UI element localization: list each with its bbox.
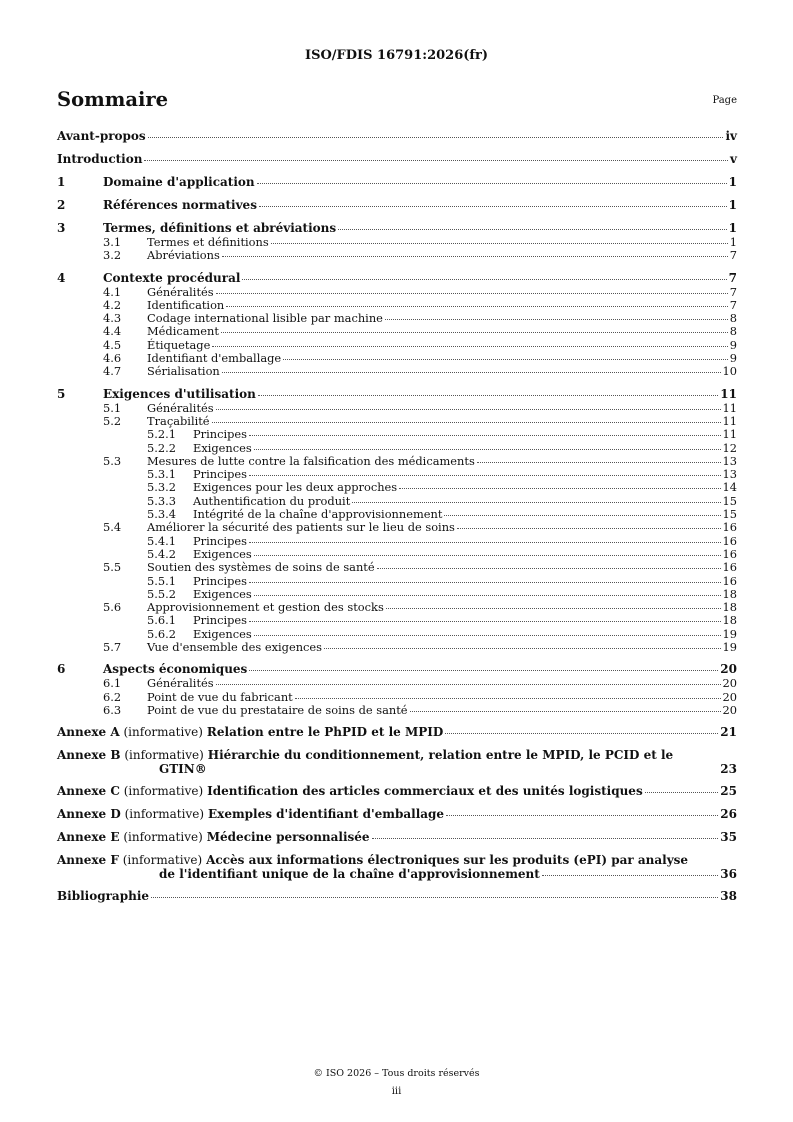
toc-entry-5-6-2[interactable] bbox=[57, 628, 737, 641]
toc-label-continued: de l'identifiant unique de la chaîne d'approvisionnement bbox=[159, 867, 540, 882]
leader-dots bbox=[249, 435, 721, 436]
annex-tag: Annexe B bbox=[57, 748, 121, 763]
toc-number: 4 bbox=[57, 270, 66, 285]
toc-number: 5.2.2 bbox=[147, 440, 176, 455]
toc-number: 5.2 bbox=[103, 413, 122, 428]
toc-label-continued: GTIN® bbox=[159, 762, 207, 777]
toc-label: Bibliographie bbox=[57, 889, 150, 904]
toc-page: 8 bbox=[729, 324, 737, 339]
toc-entry-4-4[interactable] bbox=[57, 325, 737, 338]
toc-number: 3.1 bbox=[103, 235, 122, 249]
toc-entry-5-3-4[interactable] bbox=[57, 508, 737, 521]
leader-dots bbox=[377, 568, 721, 569]
toc-label: Accès aux informations électroniques sur les produits (ePI) par analyse bbox=[206, 853, 689, 868]
leader-dots bbox=[446, 815, 718, 816]
toc-page: 18 bbox=[722, 600, 737, 615]
table-of-contents bbox=[57, 128, 737, 904]
toc-page: 20 bbox=[720, 662, 737, 677]
toc-entry-4[interactable] bbox=[57, 270, 737, 286]
toc-label: Exigences bbox=[193, 626, 252, 641]
leader-dots bbox=[445, 733, 718, 734]
leader-dots bbox=[212, 422, 721, 423]
toc-annex-c[interactable] bbox=[57, 783, 737, 799]
leader-dots bbox=[226, 306, 727, 307]
toc-number: 3.2 bbox=[103, 248, 122, 263]
leader-dots bbox=[222, 256, 728, 257]
document-header: ISO/FDIS 16791:2026(fr) bbox=[305, 48, 488, 63]
leader-dots bbox=[151, 897, 718, 898]
toc-label: Exigences bbox=[193, 586, 252, 601]
toc-number: 5.7 bbox=[103, 640, 122, 655]
toc-label: Point de vue du fabricant bbox=[147, 689, 293, 704]
leader-dots bbox=[249, 542, 721, 543]
toc-entry-3-1[interactable] bbox=[57, 236, 737, 249]
toc-entry-5-5[interactable] bbox=[57, 561, 737, 574]
toc-page: 1 bbox=[728, 175, 737, 189]
leader-dots bbox=[249, 621, 721, 622]
toc-entry-5-4[interactable] bbox=[57, 521, 737, 534]
toc-number: 3 bbox=[57, 221, 66, 235]
toc-page: 16 bbox=[722, 520, 737, 535]
toc-page: 16 bbox=[722, 533, 737, 548]
toc-label: Domaine d'application bbox=[103, 175, 255, 189]
toc-label: Principes bbox=[193, 613, 247, 628]
toc-page: 9 bbox=[729, 337, 737, 352]
toc-page: 16 bbox=[722, 546, 737, 561]
toc-label: Mesures de lutte contre la falsification des médicaments bbox=[147, 453, 475, 468]
toc-label: Exigences bbox=[193, 440, 252, 455]
toc-annex-b[interactable] bbox=[57, 748, 737, 776]
leader-dots bbox=[216, 409, 721, 410]
toc-entry-6-1[interactable] bbox=[57, 677, 737, 690]
annex-info: (informative) bbox=[124, 807, 205, 822]
leader-dots bbox=[249, 582, 721, 583]
toc-page: 11 bbox=[720, 386, 737, 401]
toc-entry-5-2-1[interactable] bbox=[57, 428, 737, 441]
toc-page: 9 bbox=[729, 351, 737, 366]
toc-page: 15 bbox=[722, 507, 737, 522]
toc-entry-6-2[interactable] bbox=[57, 691, 737, 704]
toc-number: 5.5.2 bbox=[147, 586, 176, 601]
toc-number: 5.4.2 bbox=[147, 546, 176, 561]
toc-number: 6.1 bbox=[103, 676, 122, 691]
leader-dots bbox=[271, 243, 728, 244]
toc-annex-f[interactable] bbox=[57, 853, 737, 881]
toc-page: 1 bbox=[728, 221, 737, 235]
toc-entry-4-2[interactable] bbox=[57, 299, 737, 312]
toc-label: Approvisionnement et gestion des stocks bbox=[147, 600, 384, 615]
toc-page: iv bbox=[725, 129, 737, 143]
toc-label: Étiquetage bbox=[147, 337, 211, 352]
toc-number: 4.3 bbox=[103, 311, 122, 326]
toc-page: 1 bbox=[728, 198, 737, 212]
leader-dots bbox=[385, 319, 728, 320]
toc-page: 13 bbox=[722, 453, 737, 468]
toc-number: 5.3.4 bbox=[147, 507, 176, 522]
toc-entry-5-1[interactable] bbox=[57, 402, 737, 415]
toc-label: Références normatives bbox=[103, 198, 257, 212]
toc-label: Hiérarchie du conditionnement, relation entre le MPID, le PCID et le bbox=[207, 748, 674, 763]
title-row bbox=[57, 88, 737, 114]
toc-page: v bbox=[730, 152, 737, 166]
toc-page: 11 bbox=[722, 400, 737, 415]
leader-dots bbox=[338, 229, 727, 230]
toc-entry-5-5-1[interactable] bbox=[57, 575, 737, 588]
toc-page: 11 bbox=[722, 427, 737, 442]
annex-tag: Annexe D bbox=[57, 807, 121, 822]
toc-number: 5.3.3 bbox=[147, 493, 176, 508]
toc-entry-3-2[interactable] bbox=[57, 249, 737, 262]
toc-page: 8 bbox=[729, 311, 737, 326]
toc-page: 14 bbox=[722, 480, 737, 495]
toc-page: 7 bbox=[729, 297, 737, 312]
toc-entry-5-3-2[interactable] bbox=[57, 481, 737, 494]
toc-number: 6.2 bbox=[103, 689, 122, 704]
leader-dots bbox=[259, 206, 727, 207]
page-number: iii bbox=[391, 1086, 402, 1097]
toc-entry-5-3[interactable] bbox=[57, 455, 737, 468]
toc-label: Contexte procédural bbox=[103, 270, 241, 285]
toc-label: Termes, définitions et abréviations bbox=[103, 221, 337, 235]
toc-entry-5-2[interactable] bbox=[57, 415, 737, 428]
toc-number: 5.1 bbox=[103, 400, 122, 415]
toc-label: Exigences bbox=[193, 546, 252, 561]
toc-page: 19 bbox=[722, 626, 737, 641]
toc-number: 5.4 bbox=[103, 520, 122, 535]
leader-dots bbox=[258, 395, 718, 396]
toc-entry-5-5-2[interactable] bbox=[57, 588, 737, 601]
leader-dots bbox=[212, 346, 727, 347]
toc-label: Améliorer la sécurité des patients sur le lieu de soins bbox=[147, 520, 455, 535]
toc-page: 20 bbox=[722, 676, 737, 691]
toc-page: 16 bbox=[722, 560, 737, 575]
toc-number: 6.3 bbox=[103, 702, 122, 717]
toc-number: 1 bbox=[57, 175, 66, 189]
toc-label: Principes bbox=[193, 467, 247, 482]
toc-annex-a[interactable] bbox=[57, 724, 737, 740]
leader-dots bbox=[254, 635, 721, 636]
leader-dots bbox=[386, 608, 721, 609]
toc-entry-6[interactable] bbox=[57, 661, 737, 677]
leader-dots bbox=[148, 137, 724, 138]
toc-label: Généralités bbox=[147, 676, 214, 691]
toc-page: 15 bbox=[722, 493, 737, 508]
toc-entry-4-5[interactable] bbox=[57, 339, 737, 352]
leader-dots bbox=[254, 449, 721, 450]
copyright-notice: © ISO 2026 – Tous droits réservés bbox=[313, 1068, 480, 1079]
toc-label: Introduction bbox=[57, 152, 143, 166]
annex-tag: Annexe C bbox=[57, 784, 120, 799]
annex-tag: Annexe E bbox=[57, 830, 120, 845]
leader-dots bbox=[542, 875, 718, 876]
toc-entry-2[interactable] bbox=[57, 197, 737, 213]
toc-entry-4-1[interactable] bbox=[57, 286, 737, 299]
toc-number: 4.5 bbox=[103, 337, 122, 352]
toc-label: Exigences pour les deux approches bbox=[193, 480, 398, 495]
toc-label: Vue d'ensemble des exigences bbox=[147, 640, 323, 655]
toc-page: 23 bbox=[720, 762, 737, 777]
toc-page: 10 bbox=[722, 364, 737, 379]
leader-dots bbox=[144, 160, 728, 161]
toc-entry-5-6[interactable] bbox=[57, 601, 737, 614]
toc-entry-5-3-3[interactable] bbox=[57, 495, 737, 508]
toc-number: 5.2.1 bbox=[147, 427, 176, 442]
toc-number: 5.3.2 bbox=[147, 480, 176, 495]
leader-dots bbox=[216, 684, 721, 685]
leader-dots bbox=[249, 475, 721, 476]
toc-label: Authentification du produit bbox=[193, 493, 351, 508]
leader-dots bbox=[477, 462, 721, 463]
toc-label: Identification bbox=[147, 297, 225, 312]
toc-entry-1[interactable] bbox=[57, 174, 737, 190]
toc-page: 7 bbox=[728, 270, 737, 285]
toc-number: 5.6.1 bbox=[147, 613, 176, 628]
leader-dots bbox=[457, 528, 721, 529]
toc-page: 20 bbox=[722, 702, 737, 717]
toc-page: 7 bbox=[729, 248, 737, 263]
toc-number: 4.1 bbox=[103, 284, 122, 299]
leader-dots bbox=[372, 838, 719, 839]
toc-page: 38 bbox=[720, 889, 737, 904]
leader-dots bbox=[352, 502, 720, 503]
toc-entry-5-4-1[interactable] bbox=[57, 535, 737, 548]
annex-tag: Annexe A bbox=[57, 725, 120, 740]
toc-label: Relation entre le PhPID et le MPID bbox=[206, 725, 444, 740]
toc-entry-5-4-2[interactable] bbox=[57, 548, 737, 561]
toc-entry-3[interactable] bbox=[57, 220, 737, 236]
toc-number: 5.6.2 bbox=[147, 626, 176, 641]
toc-page: 1 bbox=[729, 235, 737, 249]
toc-entry-bibliography[interactable] bbox=[57, 888, 737, 904]
toc-page: 25 bbox=[720, 784, 737, 799]
toc-label: Sérialisation bbox=[147, 364, 220, 379]
toc-number: 5 bbox=[57, 386, 66, 401]
toc-label: Exemples d'identifiant d'emballage bbox=[208, 807, 445, 822]
toc-number: 4.2 bbox=[103, 297, 122, 312]
leader-dots bbox=[221, 332, 728, 333]
toc-entry-5-3-1[interactable] bbox=[57, 468, 737, 481]
toc-page: 19 bbox=[722, 640, 737, 655]
toc-number: 4.7 bbox=[103, 364, 122, 379]
page-column-label: Page bbox=[712, 95, 737, 106]
toc-page: 35 bbox=[720, 830, 737, 845]
toc-number: 6 bbox=[57, 662, 66, 677]
toc-number: 5.5 bbox=[103, 560, 122, 575]
page-title: Sommaire bbox=[57, 88, 169, 111]
toc-label: Avant-propos bbox=[57, 129, 146, 143]
leader-dots bbox=[257, 183, 727, 184]
toc-label: Principes bbox=[193, 533, 247, 548]
toc-page: 18 bbox=[722, 586, 737, 601]
toc-number: 5.4.1 bbox=[147, 533, 176, 548]
toc-label: Abréviations bbox=[147, 248, 220, 263]
toc-number: 4.4 bbox=[103, 324, 122, 339]
toc-label: Généralités bbox=[147, 284, 214, 299]
toc-entry-4-3[interactable] bbox=[57, 312, 737, 325]
toc-label: Soutien des systèmes de soins de santé bbox=[147, 560, 375, 575]
toc-label: Identification des articles commerciaux et des unités logistiques bbox=[207, 784, 643, 799]
annex-info: (informative) bbox=[123, 784, 204, 799]
toc-page: 7 bbox=[729, 284, 737, 299]
leader-dots bbox=[324, 648, 720, 649]
toc-label: Codage international lisible par machine bbox=[147, 311, 383, 326]
toc-page: 11 bbox=[722, 413, 737, 428]
toc-annex-e[interactable] bbox=[57, 829, 737, 845]
toc-entry-5-6-1[interactable] bbox=[57, 614, 737, 627]
toc-entry-introduction[interactable] bbox=[57, 151, 737, 167]
toc-page: 18 bbox=[722, 613, 737, 628]
leader-dots bbox=[222, 372, 721, 373]
leader-dots bbox=[283, 359, 728, 360]
toc-entry-6-3[interactable] bbox=[57, 704, 737, 717]
toc-label: Point de vue du prestataire de soins de santé bbox=[147, 702, 408, 717]
toc-label: Traçabilité bbox=[147, 413, 210, 428]
annex-info: (informative) bbox=[123, 830, 203, 845]
leader-dots bbox=[444, 515, 720, 516]
annex-info: (informative) bbox=[124, 748, 204, 763]
toc-label: Intégrité de la chaîne d'approvisionnement bbox=[193, 507, 443, 522]
toc-number: 5.6 bbox=[103, 600, 122, 615]
toc-entry-5-7[interactable] bbox=[57, 641, 737, 654]
toc-page: 21 bbox=[720, 725, 737, 740]
leader-dots bbox=[399, 488, 720, 489]
toc-label: Termes et définitions bbox=[147, 235, 269, 249]
leader-dots bbox=[249, 670, 718, 671]
annex-tag: Annexe F bbox=[57, 853, 119, 868]
toc-number: 5.5.1 bbox=[147, 573, 176, 588]
toc-number: 2 bbox=[57, 198, 66, 212]
toc-label: Exigences d'utilisation bbox=[103, 386, 256, 401]
toc-number: 4.6 bbox=[103, 351, 122, 366]
leader-dots bbox=[295, 698, 721, 699]
toc-entry-foreword[interactable] bbox=[57, 128, 737, 144]
toc-number: 5.3.1 bbox=[147, 467, 176, 482]
toc-label: Généralités bbox=[147, 400, 214, 415]
toc-label: Médicament bbox=[147, 324, 219, 339]
toc-label: Médecine personnalisée bbox=[206, 830, 370, 845]
toc-number: 5.3 bbox=[103, 453, 122, 468]
leader-dots bbox=[216, 293, 728, 294]
toc-page: 20 bbox=[722, 689, 737, 704]
toc-page: 13 bbox=[722, 467, 737, 482]
toc-annex-d[interactable] bbox=[57, 806, 737, 822]
toc-entry-4-7[interactable] bbox=[57, 365, 737, 378]
toc-entry-5[interactable] bbox=[57, 386, 737, 402]
toc-label: Aspects économiques bbox=[103, 662, 248, 677]
toc-page: 26 bbox=[720, 807, 737, 822]
toc-page: 16 bbox=[722, 573, 737, 588]
toc-page: 36 bbox=[720, 867, 737, 882]
toc-entry-5-2-2[interactable] bbox=[57, 442, 737, 455]
annex-info: (informative) bbox=[123, 725, 203, 740]
leader-dots bbox=[254, 595, 721, 596]
toc-page: 12 bbox=[722, 440, 737, 455]
toc-label: Identifiant d'emballage bbox=[147, 351, 282, 366]
toc-label: Principes bbox=[193, 573, 247, 588]
leader-dots bbox=[645, 792, 719, 793]
leader-dots bbox=[254, 555, 721, 556]
annex-info: (informative) bbox=[122, 853, 203, 868]
leader-dots bbox=[242, 279, 726, 280]
toc-entry-4-6[interactable] bbox=[57, 352, 737, 365]
toc-label: Principes bbox=[193, 427, 247, 442]
leader-dots bbox=[410, 711, 721, 712]
